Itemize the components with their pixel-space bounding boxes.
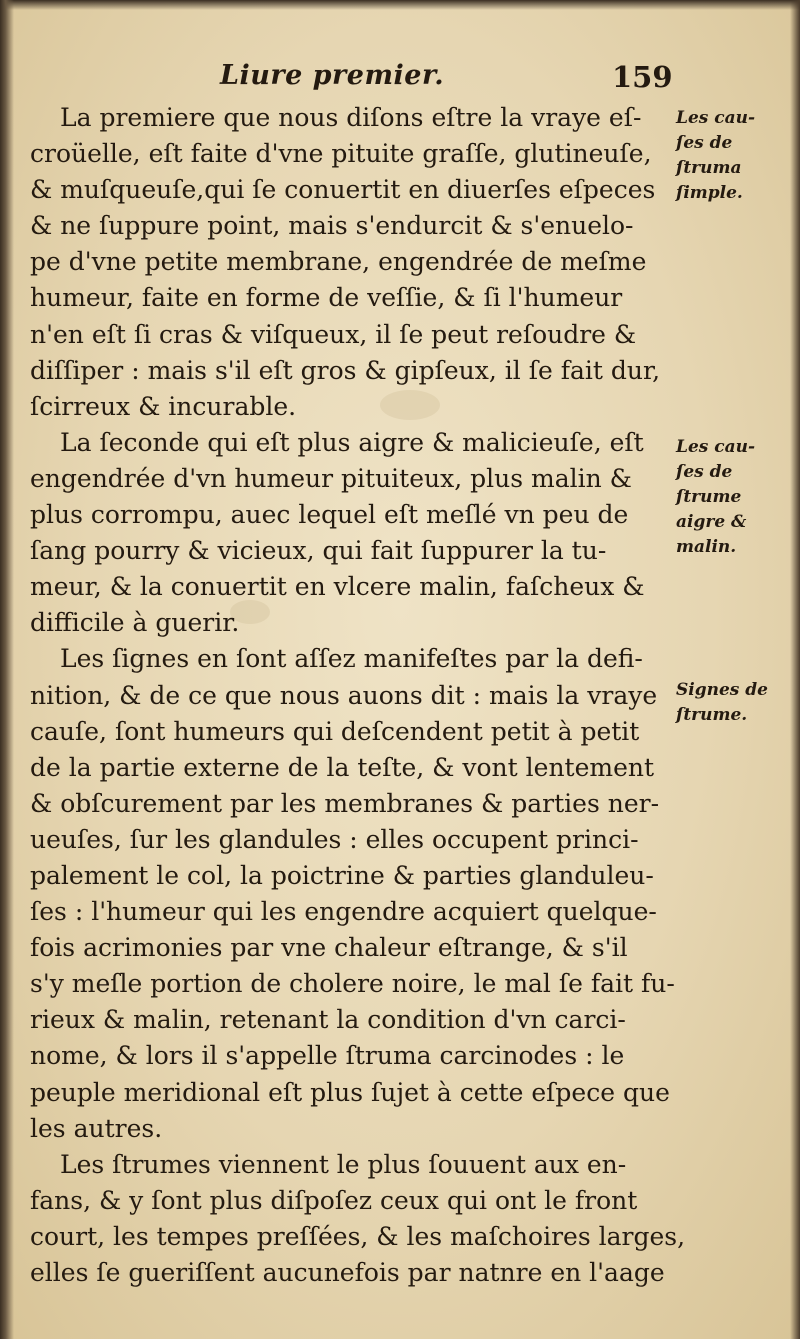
text-line: meur, & la conuertit en vlcere malin, faſcheux & [30, 572, 645, 602]
text-line: fans, & y ſont plus diſpoſez ceux qui ont le front [30, 1185, 638, 1215]
margin-note-line: ſtrume [676, 487, 742, 507]
margin-note [676, 435, 794, 560]
text-line: Les ſignes en ſont aſſez manifeſtes par la defi- [60, 644, 643, 674]
margin-note-line: Les cau- [676, 437, 756, 457]
text-line: palement le col, la poictrine & parties glanduleu- [30, 860, 654, 890]
page-number: 159 [612, 60, 673, 94]
text-line: & obſcurement par les membranes & parties ner- [30, 788, 660, 818]
margin-note-line: ſes de [676, 462, 733, 482]
margin-note [676, 106, 794, 206]
text-line: engendrée d'vn humeur pituiteux, plus malin & [30, 463, 632, 493]
text-line: rieux & malin, retenant la condition d'vn carci- [30, 1005, 626, 1035]
text-line: ſang pourry & vicieux, qui fait ſuppurer la tu- [30, 536, 607, 566]
text-line: ſes : l'humeur qui les engendre acquiert quelque- [30, 897, 657, 927]
page-top-edge [0, 0, 800, 10]
text-line: cauſe, ſont humeurs qui deſcendent petit à petit [30, 716, 640, 746]
page-header [0, 56, 800, 96]
text-line: La ſeconde qui eſt plus aigre & malicieuſe, eſt [60, 427, 644, 457]
text-line: ueuſes, ſur les glandules : elles occupent princi- [30, 824, 639, 854]
text-line: nome, & lors il s'appelle ſtruma carcinodes : le [30, 1041, 625, 1071]
text-line: ſcirreux & incurable. [30, 391, 297, 421]
page-binding-edge [0, 0, 14, 1339]
text-line: les autres. [30, 1113, 163, 1143]
text-line: peuple meridional eſt plus ſujet à cette eſpece que [30, 1077, 670, 1107]
margin-note-line: Signes de [676, 680, 768, 700]
text-line: La premiere que nous diſons eſtre la vraye eſ- [60, 103, 642, 132]
margin-note-line: ſtruma [676, 158, 742, 178]
text-line: pe d'vne petite membrane, engendrée de meſme [30, 247, 647, 277]
margin-note-line: ſes de [676, 133, 733, 153]
text-line: court, les tempes preſſées, & les maſchoires larges, [30, 1221, 686, 1251]
text-line: & muſqueuſe,qui ſe conuertit en diuerſes eſpeces [30, 175, 656, 205]
margin-note [676, 678, 794, 728]
text-line: croüelle, eſt faite d'vne pituite graſſe, glutineuſe, [30, 139, 652, 169]
text-line: de la partie externe de la teſte, & vont lentement [30, 752, 655, 782]
running-title: Liure premier. [220, 60, 445, 91]
main-text [30, 100, 686, 1291]
margin-note-line: ſimple. [676, 183, 743, 203]
text-line: difficile à guerir. [30, 608, 240, 638]
text-line: elles ſe gueriſſent aucunefois par natnre en l'aage [30, 1258, 665, 1287]
text-line: plus corrompu, auec lequel eſt meſlé vn peu de [30, 500, 629, 530]
text-line: s'y meſle portion de cholere noire, le mal ſe fait fu- [30, 969, 675, 999]
margin-note-line: malin. [676, 537, 737, 557]
text-line: humeur, faite en forme de veſſie, & ſi l'humeur [30, 283, 623, 313]
text-line: & ne ſuppure point, mais s'endurcit & s'enuelo- [30, 211, 634, 241]
margin-note-line: ſtrume. [676, 705, 748, 725]
text-line: nition, & de ce que nous auons dit : mais la vraye [30, 680, 658, 710]
text-line: fois acrimonies par vne chaleur eſtrange, & s'il [30, 933, 628, 963]
text-line: Les ſtrumes viennent le plus ſouuent aux en- [60, 1149, 627, 1179]
margin-note-line: aigre & [676, 512, 747, 532]
margin-note-line: Les cau- [676, 108, 756, 128]
text-line: diſſiper : mais s'il eſt gros & gipſeux, il ſe fait dur, [30, 355, 661, 385]
text-line: n'en eſt ſi cras & viſqueux, il ſe peut reſoudre & [30, 319, 637, 349]
